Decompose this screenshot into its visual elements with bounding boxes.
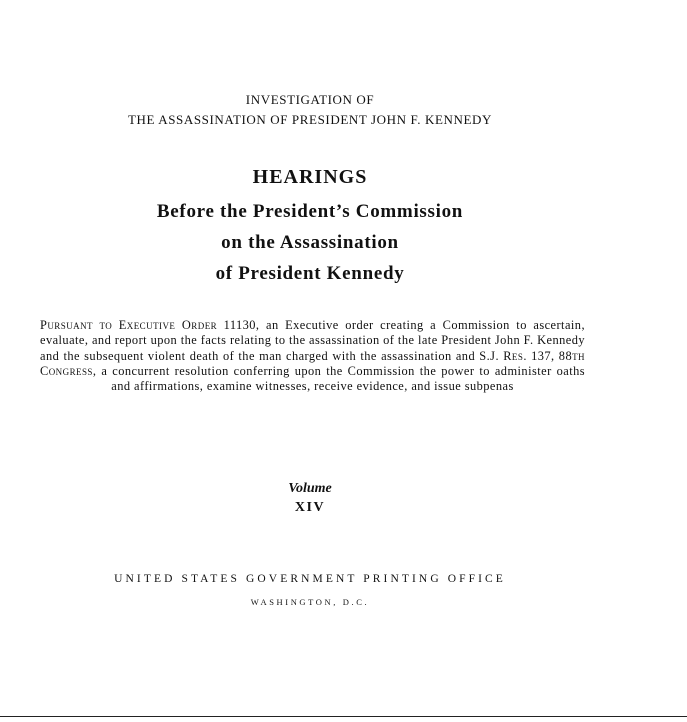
publisher-city: WASHINGTON, D.C. <box>250 597 370 607</box>
hearings-title: HEARINGS <box>252 166 368 188</box>
investigation-heading-line2: THE ASSASSINATION OF PRESIDENT JOHN F. KENNEDY <box>128 112 492 127</box>
publisher-name: UNITED STATES GOVERNMENT PRINTING OFFICE <box>114 573 506 585</box>
pursuant-paragraph <box>40 318 585 394</box>
pursuant-res: Res. <box>503 348 527 363</box>
pursuant-lead: Pursuant to Executive Order <box>40 318 218 332</box>
bottom-rule <box>0 716 687 717</box>
commission-subtitle-line3: of President Kennedy <box>215 263 405 284</box>
pursuant-congress: th Congress <box>40 348 585 378</box>
pursuant-text2: 137, 88 <box>526 348 573 363</box>
commission-subtitle-line2: on the Assassination <box>221 232 399 253</box>
volume-number: XIV <box>294 500 326 515</box>
commission-subtitle-line1: Before the President’s Commission <box>156 201 464 222</box>
pursuant-text1: 11130, an Executive order creating a Commission to ascertain, evaluate, and report upon the facts relating to the assassination of the late President John F. Kennedy and the subsequent violent death of the man charged with the assassination and S.J. <box>40 318 585 363</box>
volume-label: Volume <box>288 481 332 496</box>
investigation-heading-line1: INVESTIGATION OF <box>245 92 375 107</box>
pursuant-text3: , a concurrent resolution conferring upon the Commission the power to administer oaths and affirmations, examine witnesses, receive evidence, and issue subpenas <box>92 363 585 394</box>
